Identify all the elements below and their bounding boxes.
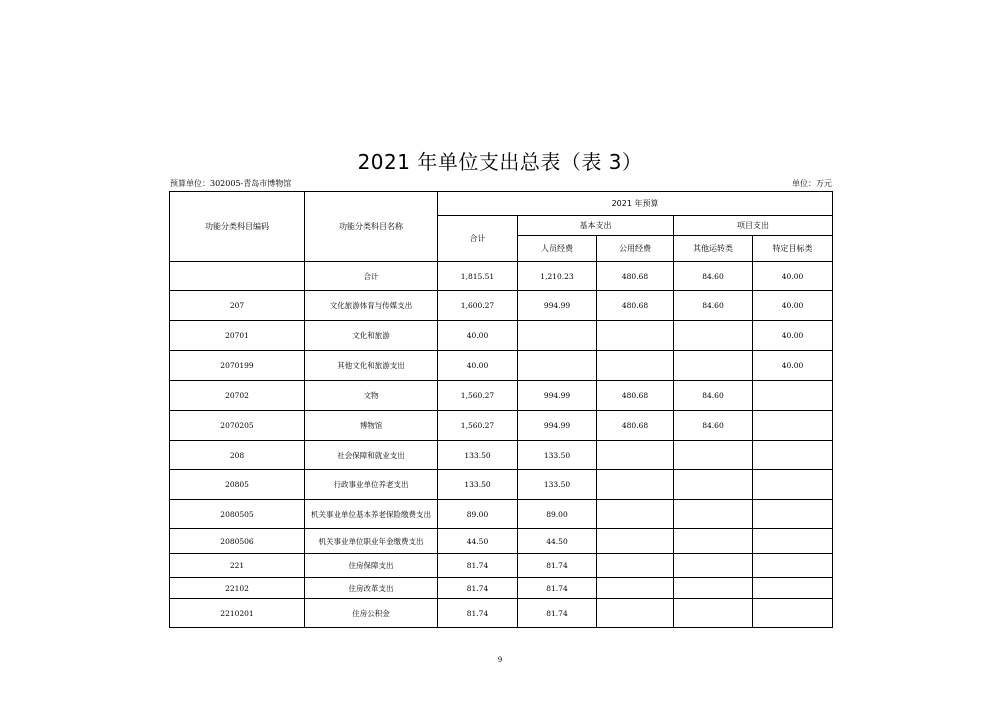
- cell-name: 机关事业单位职业年金缴费支出: [305, 529, 438, 554]
- cell-other-operating: 84.60: [674, 262, 753, 291]
- cell-other-operating: [674, 599, 753, 628]
- page-number: 9: [497, 656, 503, 664]
- cell-total: 40.00: [438, 321, 518, 351]
- cell-code: 2210201: [170, 599, 305, 628]
- cell-code: 2070199: [170, 351, 305, 381]
- cell-personnel: 44.50: [518, 529, 597, 554]
- cell-total: 89.00: [438, 500, 518, 529]
- cell-personnel: [518, 351, 597, 381]
- header-budget-2021: 2021 年预算: [438, 192, 833, 216]
- cell-other-operating: 84.60: [674, 291, 753, 321]
- budget-unit-label: 预算单位：302005-青岛市博物馆: [170, 179, 292, 188]
- cell-specific: [753, 441, 833, 470]
- table-row: [170, 381, 833, 411]
- cell-other-operating: [674, 351, 753, 381]
- cell-other-operating: [674, 529, 753, 554]
- header-project: 项目支出: [674, 216, 833, 236]
- cell-code: 20702: [170, 381, 305, 411]
- cell-total: 44.50: [438, 529, 518, 554]
- cell-total: 1,600.27: [438, 291, 518, 321]
- cell-public: [597, 321, 674, 351]
- cell-total: 1,815.51: [438, 262, 518, 291]
- cell-public: 480.68: [597, 262, 674, 291]
- cell-specific: [753, 529, 833, 554]
- cell-public: [597, 470, 674, 500]
- header-code: 功能分类科目编码: [170, 192, 305, 262]
- cell-name: 文物: [305, 381, 438, 411]
- table-row: [170, 351, 833, 381]
- cell-name: 住房改革支出: [305, 578, 438, 599]
- currency-unit-label: 单位：万元: [792, 179, 832, 188]
- cell-code: 208: [170, 441, 305, 470]
- cell-code: 207: [170, 291, 305, 321]
- cell-specific: 40.00: [753, 262, 833, 291]
- header-public: 公用经费: [597, 236, 674, 262]
- table-row: [170, 441, 833, 470]
- cell-personnel: 1,210.23: [518, 262, 597, 291]
- cell-public: [597, 554, 674, 578]
- cell-code: 2080506: [170, 529, 305, 554]
- table-row: [170, 470, 833, 500]
- cell-total: 1,560.27: [438, 381, 518, 411]
- cell-personnel: 133.50: [518, 441, 597, 470]
- cell-total: 133.50: [438, 441, 518, 470]
- cell-personnel: 89.00: [518, 500, 597, 529]
- cell-public: [597, 351, 674, 381]
- cell-specific: [753, 554, 833, 578]
- header-name: 功能分类科目名称: [305, 192, 438, 262]
- cell-public: [597, 578, 674, 599]
- table-row: [170, 578, 833, 599]
- cell-specific: 40.00: [753, 351, 833, 381]
- cell-code: 2070205: [170, 411, 305, 441]
- cell-code: [170, 262, 305, 291]
- cell-name: 住房公积金: [305, 599, 438, 628]
- cell-specific: [753, 599, 833, 628]
- table-row: [170, 500, 833, 529]
- header-total: 合计: [438, 216, 518, 262]
- table-row: [170, 529, 833, 554]
- cell-code: 20701: [170, 321, 305, 351]
- cell-name: 博物馆: [305, 411, 438, 441]
- cell-other-operating: [674, 470, 753, 500]
- cell-public: [597, 599, 674, 628]
- cell-specific: [753, 411, 833, 441]
- cell-other-operating: [674, 441, 753, 470]
- cell-specific: 40.00: [753, 321, 833, 351]
- table-row: [170, 291, 833, 321]
- cell-name: 行政事业单位养老支出: [305, 470, 438, 500]
- cell-other-operating: [674, 578, 753, 599]
- cell-specific: [753, 578, 833, 599]
- cell-code: 2080505: [170, 500, 305, 529]
- cell-other-operating: 84.60: [674, 381, 753, 411]
- cell-personnel: 994.99: [518, 291, 597, 321]
- cell-total: 40.00: [438, 351, 518, 381]
- table-row: [170, 554, 833, 578]
- cell-public: 480.68: [597, 291, 674, 321]
- cell-specific: [753, 470, 833, 500]
- cell-specific: [753, 381, 833, 411]
- cell-public: [597, 441, 674, 470]
- cell-code: 221: [170, 554, 305, 578]
- cell-public: [597, 529, 674, 554]
- cell-other-operating: [674, 500, 753, 529]
- cell-name: 文化旅游体育与传媒支出: [305, 291, 438, 321]
- cell-personnel: [518, 321, 597, 351]
- cell-name: 文化和旅游: [305, 321, 438, 351]
- cell-total: 81.74: [438, 578, 518, 599]
- cell-personnel: 994.99: [518, 411, 597, 441]
- cell-personnel: 133.50: [518, 470, 597, 500]
- table-row: [170, 262, 833, 291]
- header-personnel: 人员经费: [518, 236, 597, 262]
- cell-code: 22102: [170, 578, 305, 599]
- expenditure-table: [169, 191, 833, 628]
- cell-specific: [753, 500, 833, 529]
- table-row: [170, 321, 833, 351]
- cell-total: 81.74: [438, 554, 518, 578]
- cell-other-operating: [674, 554, 753, 578]
- header-basic: 基本支出: [518, 216, 674, 236]
- cell-name: 机关事业单位基本养老保险缴费支出: [305, 500, 438, 529]
- cell-public: 480.68: [597, 381, 674, 411]
- header-other-operating: 其他运转类: [674, 236, 753, 262]
- page-title: 2021 年单位支出总表（表 3）: [357, 150, 643, 174]
- cell-other-operating: 84.60: [674, 411, 753, 441]
- cell-name: 住房保障支出: [305, 554, 438, 578]
- cell-personnel: 81.74: [518, 599, 597, 628]
- cell-specific: 40.00: [753, 291, 833, 321]
- cell-personnel: 81.74: [518, 578, 597, 599]
- cell-public: [597, 500, 674, 529]
- cell-public: 480.68: [597, 411, 674, 441]
- cell-name: 其他文化和旅游支出: [305, 351, 438, 381]
- cell-personnel: 81.74: [518, 554, 597, 578]
- cell-name: 社会保障和就业支出: [305, 441, 438, 470]
- cell-total: 1,560.27: [438, 411, 518, 441]
- cell-total: 133.50: [438, 470, 518, 500]
- table-row: [170, 411, 833, 441]
- cell-code: 20805: [170, 470, 305, 500]
- cell-name: 合计: [305, 262, 438, 291]
- header-specific: 特定目标类: [753, 236, 833, 262]
- table-row: [170, 599, 833, 628]
- cell-other-operating: [674, 321, 753, 351]
- cell-total: 81.74: [438, 599, 518, 628]
- cell-personnel: 994.99: [518, 381, 597, 411]
